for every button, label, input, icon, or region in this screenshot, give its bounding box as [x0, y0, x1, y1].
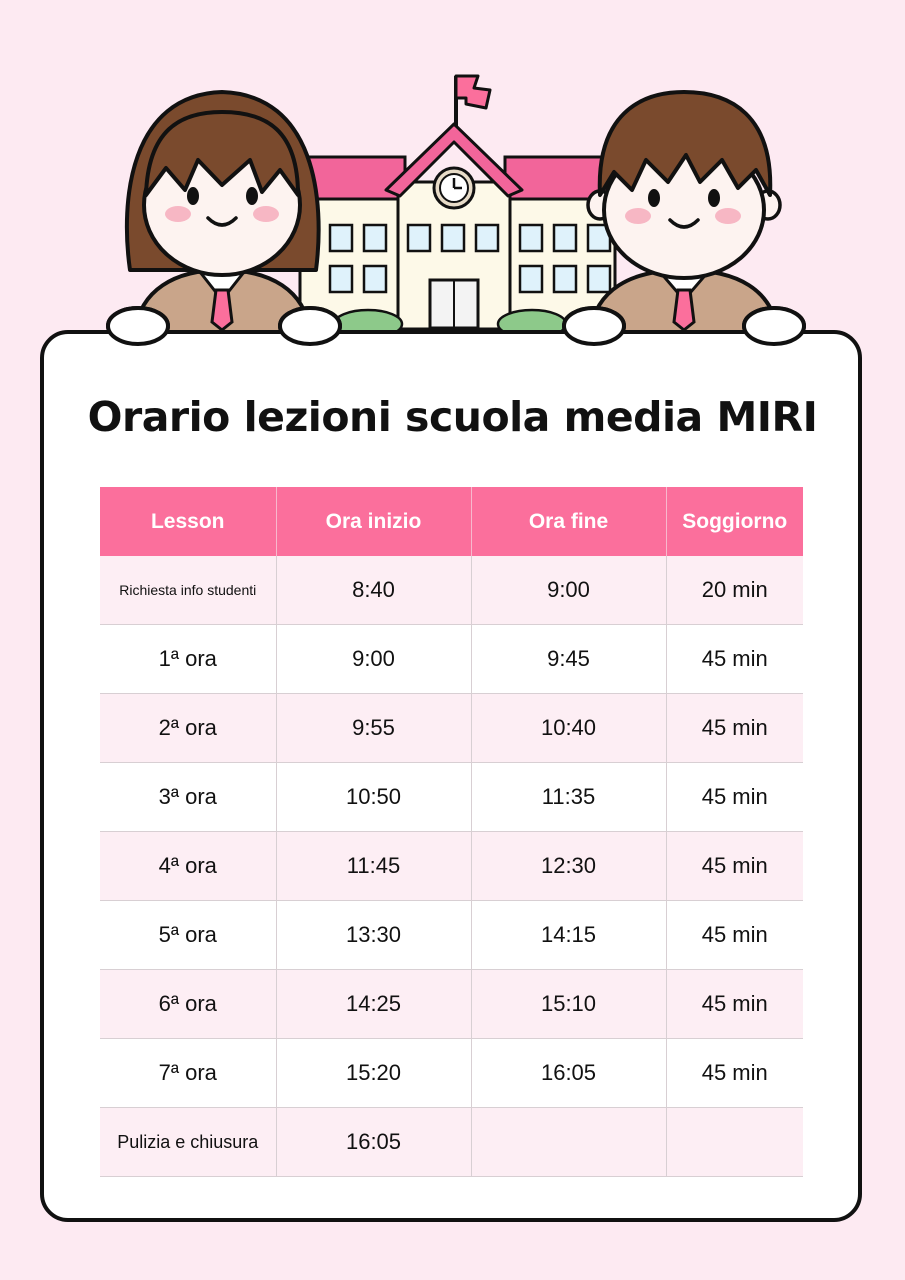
header-end: Ora fine: [471, 487, 666, 556]
cell-end: 15:10: [471, 970, 666, 1039]
hand-icon: [744, 308, 804, 344]
hand-icon: [108, 308, 168, 344]
header-duration: Soggiorno: [666, 487, 803, 556]
cell-end: 12:30: [471, 832, 666, 901]
cell-start: 15:20: [276, 1039, 471, 1108]
cell-end: 16:05: [471, 1039, 666, 1108]
hand-icon: [280, 308, 340, 344]
table-row: [100, 763, 803, 832]
cell-lesson: 7ª ora: [100, 1039, 276, 1108]
table-row: [100, 970, 803, 1039]
cell-duration: 45 min: [666, 970, 803, 1039]
cell-start: 16:05: [276, 1108, 471, 1177]
schedule-table: [100, 487, 803, 1177]
cell-lesson: 1ª ora: [100, 625, 276, 694]
cell-start: 9:00: [276, 625, 471, 694]
cell-end: 14:15: [471, 901, 666, 970]
cell-end: 10:40: [471, 694, 666, 763]
cell-lesson: 2ª ora: [100, 694, 276, 763]
page-title: Orario lezioni scuola media MIRI: [87, 393, 818, 441]
cell-start: 10:50: [276, 763, 471, 832]
cell-duration: 45 min: [666, 1039, 803, 1108]
cell-start: 14:25: [276, 970, 471, 1039]
cell-lesson: 3ª ora: [100, 763, 276, 832]
cell-lesson: Pulizia e chiusura: [100, 1108, 276, 1177]
hands-overlay: [0, 300, 905, 360]
table-row: [100, 625, 803, 694]
cell-lesson: Richiesta info studenti: [100, 556, 276, 625]
cell-duration: 45 min: [666, 763, 803, 832]
cell-duration: 45 min: [666, 832, 803, 901]
table-row: [100, 1108, 803, 1177]
cell-duration: [666, 1108, 803, 1177]
table-row: [100, 556, 803, 625]
cell-start: 8:40: [276, 556, 471, 625]
cell-end: 11:35: [471, 763, 666, 832]
cell-end: 9:00: [471, 556, 666, 625]
table-row: [100, 901, 803, 970]
cell-start: 11:45: [276, 832, 471, 901]
cell-start: 13:30: [276, 901, 471, 970]
cell-lesson: 5ª ora: [100, 901, 276, 970]
cell-end: [471, 1108, 666, 1177]
header-start: Ora inizio: [276, 487, 471, 556]
cell-end: 9:45: [471, 625, 666, 694]
school-flag-icon: [456, 76, 490, 128]
table-row: [100, 1039, 803, 1108]
table-row: [100, 694, 803, 763]
table-row: [100, 832, 803, 901]
cell-start: 9:55: [276, 694, 471, 763]
cell-duration: 45 min: [666, 625, 803, 694]
header-lesson: Lesson: [100, 487, 276, 556]
hand-icon: [564, 308, 624, 344]
table-header-row: [100, 487, 803, 556]
clock-icon: [434, 168, 474, 208]
cell-lesson: 6ª ora: [100, 970, 276, 1039]
cell-lesson: 4ª ora: [100, 832, 276, 901]
cell-duration: 45 min: [666, 901, 803, 970]
cell-duration: 20 min: [666, 556, 803, 625]
cell-duration: 45 min: [666, 694, 803, 763]
